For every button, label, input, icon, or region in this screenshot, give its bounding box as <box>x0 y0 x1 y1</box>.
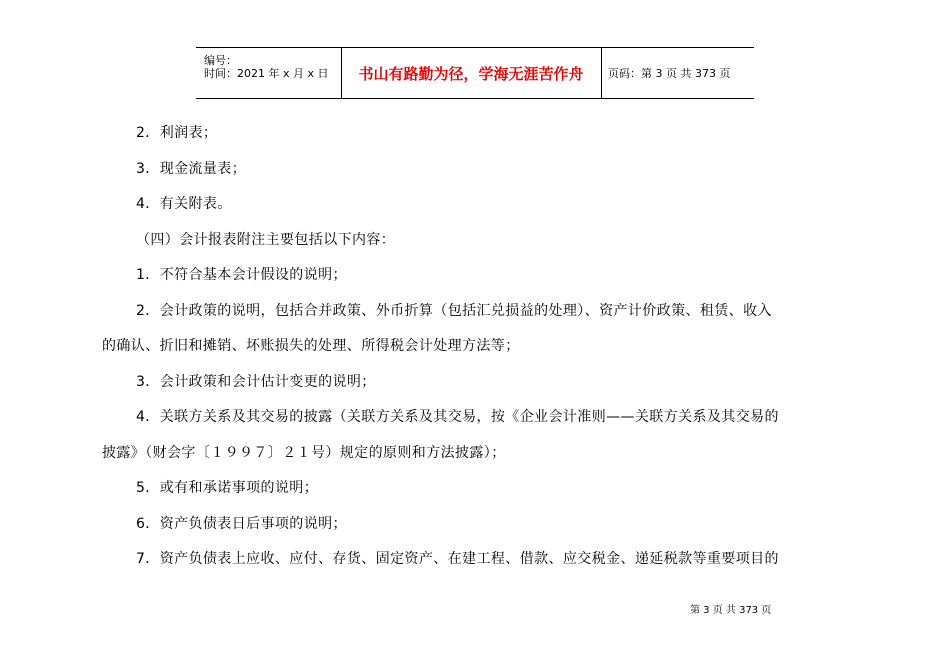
paragraph: 5．或有和承诺事项的说明； <box>136 480 319 496</box>
paragraph: 3．现金流量表； <box>136 160 247 177</box>
paragraph: 2．利润表； <box>136 125 218 141</box>
paragraph: 2．会计政策的说明，包括合并政策、外币折算（包括汇兑损益的处理）、资产计价政策、租赁、收入 <box>136 302 772 319</box>
page-info: 页码：第 3 页 共 373 页 <box>608 67 731 80</box>
paragraph-continuation: 的确认、折旧和摊销、坏账损失的处理、所得税会计处理方法等； <box>102 338 520 354</box>
document-body <box>102 116 848 578</box>
paragraph: 3．会计政策和会计估计变更的说明； <box>136 373 376 390</box>
paragraph: 1．不符合基本会计假设的说明； <box>136 267 347 283</box>
time-label: 时间：2021 年 x 月 x 日 <box>204 67 329 80</box>
serial-label: 编号： <box>204 54 237 67</box>
header-motto-cell <box>341 48 602 98</box>
section-heading: （四）会计报表附注主要包括以下内容： <box>136 231 396 248</box>
paragraph: 7．资产负债表上应收、应付、存货、固定资产、在建工程、借款、应交税金、递延税款等重要项目的 <box>136 551 779 567</box>
paragraph: 4．有关附表。 <box>136 196 232 212</box>
paragraph: 4．关联方关系及其交易的披露（关联方关系及其交易，按《企业会计准则——关联方关系及其交易的 <box>136 409 779 425</box>
header-meta-cell <box>196 48 342 98</box>
motto-text: 书山有路勤为径，学海无涯苦作舟 <box>358 65 584 83</box>
header-page-cell <box>601 48 754 98</box>
page-header <box>196 47 754 99</box>
page-footer: 第 3 页 共 373 页 <box>690 605 772 616</box>
paragraph: 6．资产负债表日后事项的说明； <box>136 515 347 532</box>
paragraph-continuation: 披露》（财会字〔１９９７〕２１号）规定的原则和方法披露）； <box>102 444 506 461</box>
